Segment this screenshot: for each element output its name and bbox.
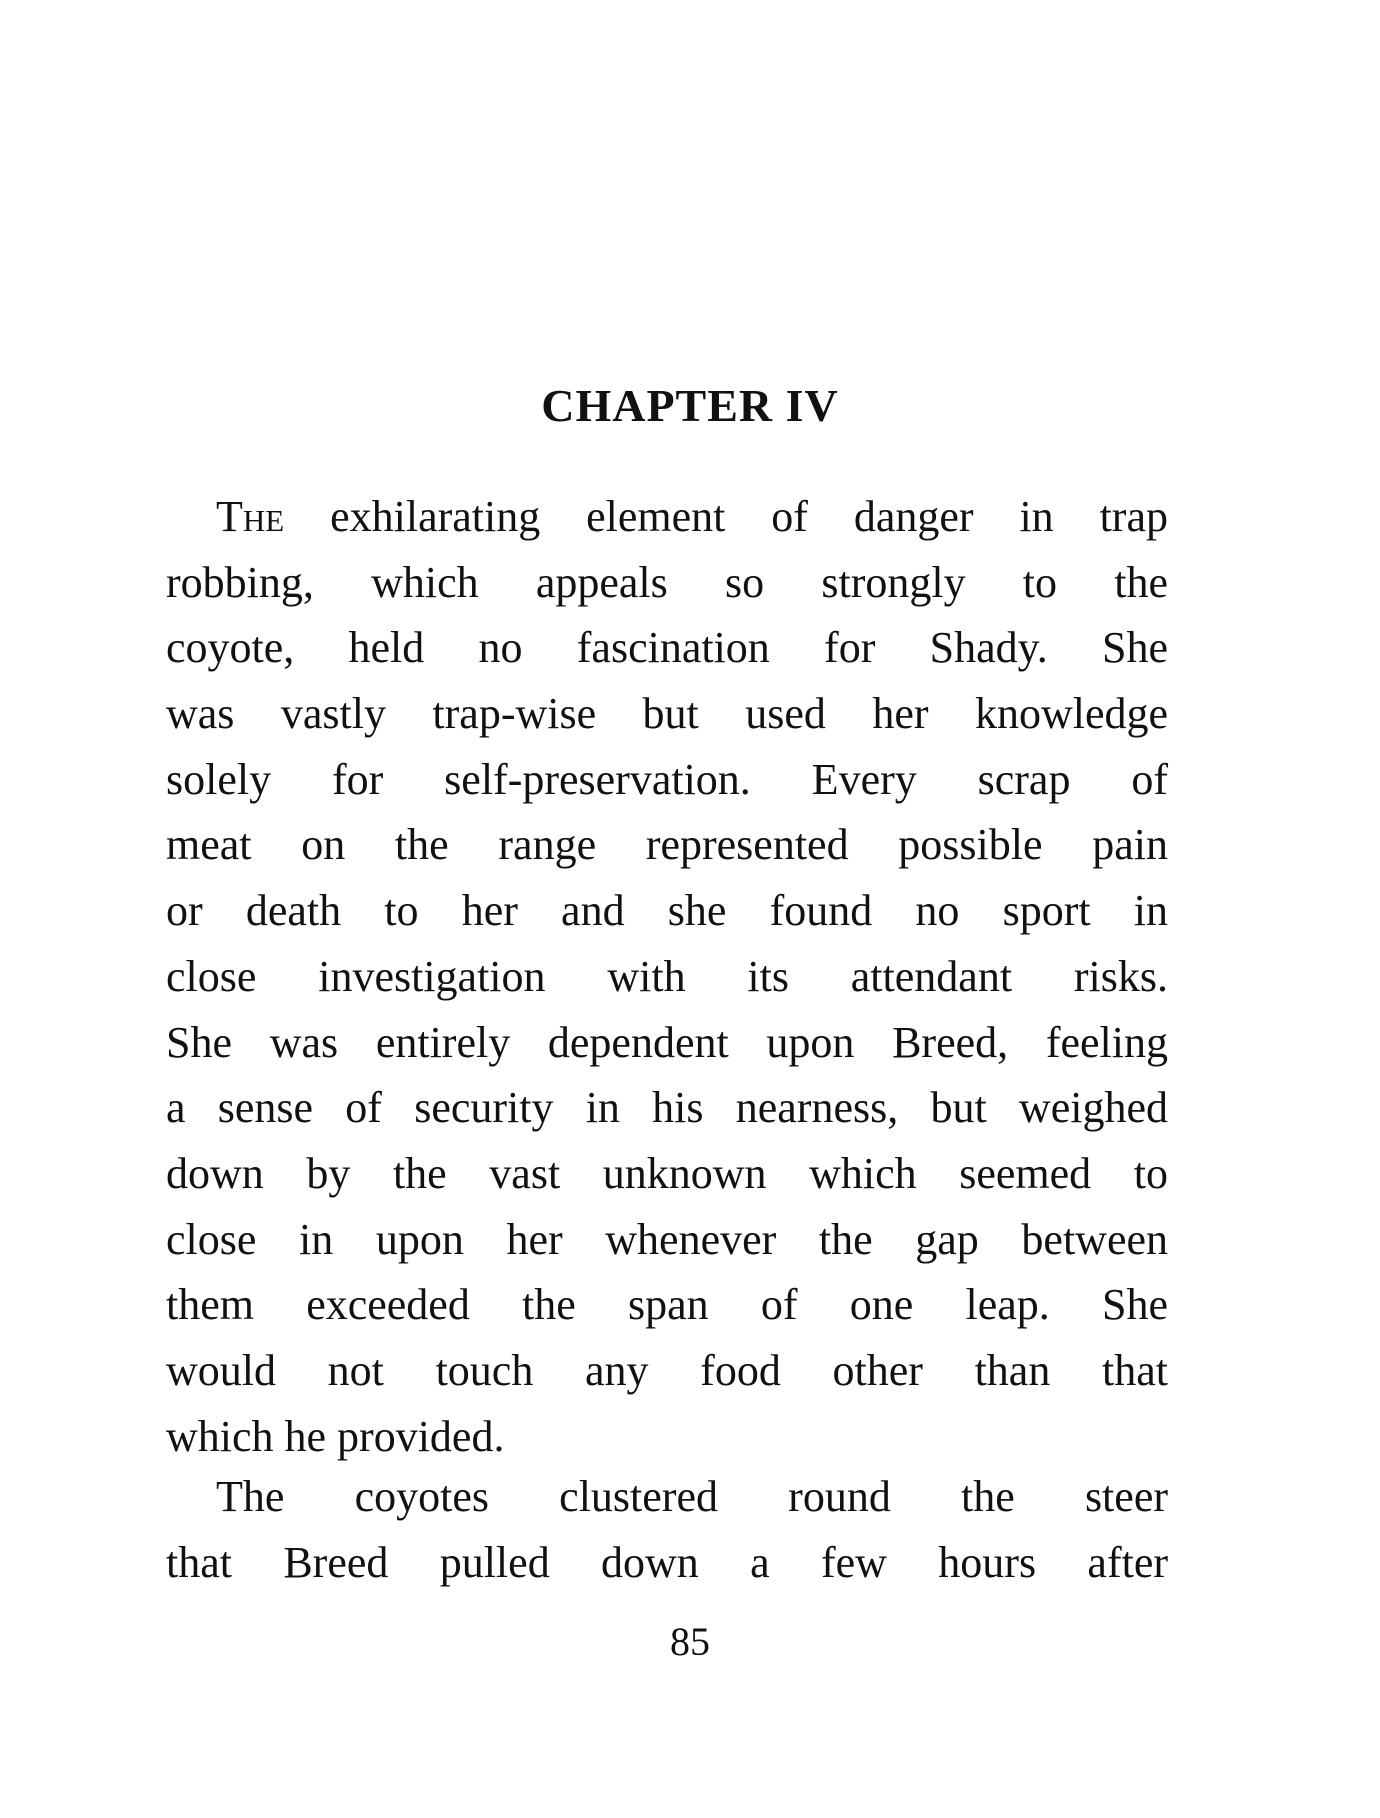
paragraph-1-line-1: [166, 484, 1168, 550]
paragraph-1-line-9: She was entirely dependent upon Breed, feeling: [166, 1017, 1168, 1067]
paragraph-1-line-5: solely for self-preservation. Every scrap of: [166, 754, 1168, 804]
paragraph-1-line-3: coyote, held no fascination for Shady. She: [166, 623, 1168, 673]
paragraph-1-line-15: which he provided.: [166, 1411, 505, 1461]
paragraph-1-line-4: was vastly trap-wise but used her knowledge: [166, 689, 1168, 739]
chapter-title: CHAPTER IV: [541, 380, 839, 431]
paragraph-1-line-12: close in upon her whenever the gap between: [166, 1214, 1168, 1264]
paragraph-1: [166, 484, 1168, 1469]
paragraph-2-line-1: The coyotes clustered round the steer: [216, 1472, 1168, 1521]
drop-word: The: [216, 492, 285, 541]
paragraph-1-line-11: down by the vast unknown which seemed to: [166, 1148, 1168, 1198]
paragraph-1-line-13: them exceeded the span of one leap. She: [166, 1280, 1168, 1330]
paragraph-2-line-2: that Breed pulled down a few hours after: [166, 1537, 1168, 1587]
paragraph-2: [166, 1464, 1168, 1595]
line-text: exhilarating element of danger in trap: [284, 492, 1168, 541]
paragraph-1-line-14: would not touch any food other than that: [166, 1345, 1168, 1395]
page-number: 85: [670, 1619, 710, 1664]
paragraph-1-line-7: or death to her and she found no sport in: [166, 886, 1168, 936]
paragraph-1-line-6: meat on the range represented possible pain: [166, 820, 1168, 870]
paragraph-1-line-2: robbing, which appeals so strongly to the: [166, 557, 1168, 607]
paragraph-1-line-10: a sense of security in his nearness, but weighed: [166, 1083, 1168, 1133]
paragraph-1-line-8: close investigation with its attendant risks.: [166, 951, 1168, 1001]
